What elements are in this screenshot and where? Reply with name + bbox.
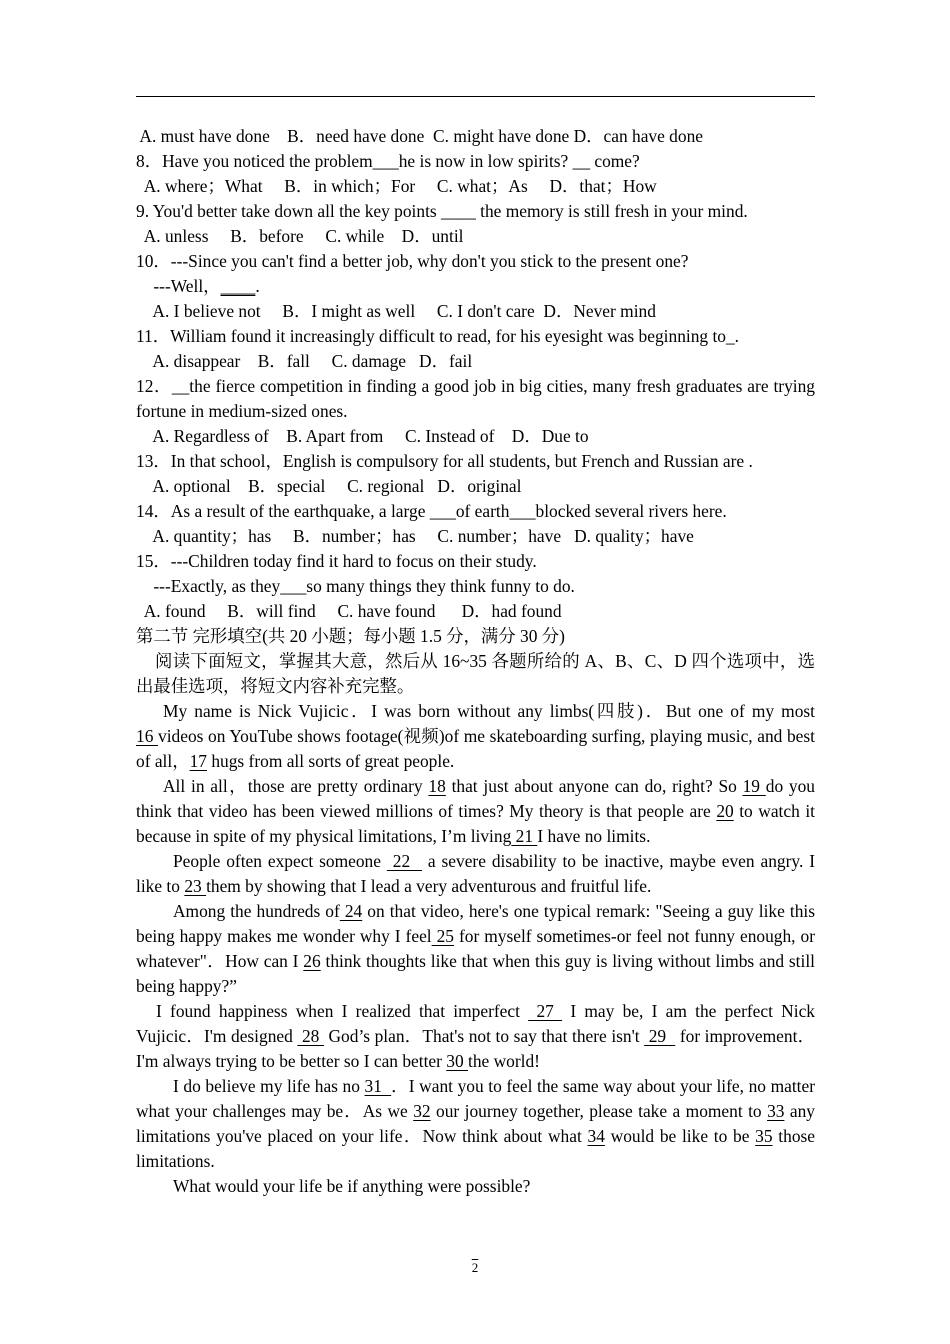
blank-17: 17 (189, 751, 207, 771)
blank-26: 26 (303, 951, 321, 971)
passage-paragraph-3 (136, 849, 815, 899)
blank-29: 29 (644, 1026, 676, 1046)
passage-paragraph-4 (136, 899, 815, 999)
q15-question: 15．---Children today find it hard to focus on their study. (136, 551, 537, 571)
q12-options: A. Regardless of B. Apart from C. Instead of D．Due to (136, 426, 589, 446)
page-number: 2 (471, 1260, 479, 1275)
section-instructions: 阅读下面短文，掌握其大意，然后从 16~35 各题所给的 A、B、C、D 四个选项中，选出最佳选项，将短文内容补充完整。 (136, 651, 815, 696)
p6-text-e: any limitations you've placed on your life．Now think about what (136, 1101, 815, 1146)
p2-text-c: that just about anyone can do, right? So (445, 776, 743, 796)
blank-32: 32 (413, 1101, 431, 1121)
q10-blank: ____ (220, 276, 256, 296)
page-footer (0, 1260, 950, 1276)
blank-18: 18 (428, 776, 446, 796)
q10-question: 10．---Since you can't find a better job, why don't you stick to the present one? (136, 251, 689, 271)
blank-21: 21 (511, 826, 538, 846)
p6-text-d: our journey together, please take a moment to (430, 1101, 768, 1121)
passage-paragraph-6 (136, 1074, 815, 1174)
q7-options: A. must have done B．need have done C. might have done D．can have done (136, 126, 703, 146)
q15-options: A. found B．will find C. have found D．had found (136, 601, 562, 621)
q11-options: A. disappear B．fall C. damage D．fail (136, 351, 473, 371)
p6-text-f: would be like to be (604, 1126, 756, 1146)
blank-19: 19 (742, 776, 766, 796)
q13-question: 13．In that school，English is compulsory for all students, but French and Russian are . (136, 451, 753, 471)
p1-text-a: My name is Nick Vujicic．I was born without any limbs(四肢)．But one of my most (163, 701, 815, 721)
p2-text-f: I have no limits. (537, 826, 651, 846)
p4-text-a: Among the hundreds of (173, 901, 340, 921)
p6-text-a: I do believe my life has no (173, 1076, 365, 1096)
q14-question: 14．As a result of the earthquake, a large ___of earth___blocked several rivers here. (136, 501, 727, 521)
blank-16: 16 (136, 726, 158, 746)
blank-34: 34 (587, 1126, 605, 1146)
q8-options: A. where；What B．in which；For C. what；As D．that；How (136, 176, 657, 196)
header-rule (136, 96, 815, 97)
q10-reply (136, 274, 815, 299)
blank-28: 28 (297, 1026, 324, 1046)
p3-text-c: a severe disability to be inactive, maybe even angry. I like to (136, 851, 815, 896)
p5-text-d: God’s plan．That's not to say that there isn't (323, 1026, 645, 1046)
passage-paragraph-5 (136, 999, 815, 1074)
q10-reply-text: ---Well， (136, 276, 221, 296)
blank-24: 24 (339, 901, 363, 921)
p5-text-f: the world! (468, 1051, 540, 1071)
p1-text-c: videos on YouTube shows footage(视频)of me skateboarding surfing, playing music, and best of all， (136, 726, 815, 771)
blank-27: 27 (528, 1001, 563, 1021)
q13-options: A. optional B．special C. regional D．original (136, 476, 522, 496)
blank-35: 35 (755, 1126, 773, 1146)
blank-22: 22 (386, 851, 422, 871)
p6-text-g: those limitations. (136, 1126, 815, 1171)
q12-question: 12．__the fierce competition in finding a good job in big cities, many fresh graduates are trying fortune in medium-sized ones. (136, 376, 815, 421)
q10-options: A. I believe not B．I might as well C. I don't care D．Never mind (136, 301, 656, 321)
p4-text-e: think thoughts like that when this guy is living without limbs and still being happy?” (136, 951, 816, 996)
blank-20: 20 (716, 801, 734, 821)
q14-options: A. quantity；has B．number；has C. number；have D. quality；have (136, 526, 694, 546)
blank-23: 23 (184, 876, 207, 896)
p5-text-c: I may be, I am the perfect Nick Vujicic．I'm designed (136, 1001, 815, 1046)
q8-question: 8．Have you noticed the problem___he is now in low spirits? __ come? (136, 151, 640, 171)
section-title: 第二节 完形填空(共 20 小题；每小题 1.5 分，满分 30 分) (136, 626, 565, 646)
p2-text-e: to watch it because in spite of my physical limitations, I’m living (136, 801, 815, 846)
p5-text-e: for improvement．I'm always trying to be better so I can better (136, 1026, 816, 1071)
p1-text-d: hugs from all sorts of great people. (207, 751, 455, 771)
q15-reply: ---Exactly, as they___so many things they think funny to do. (136, 576, 575, 596)
p2-text-d: do you think that video has been viewed millions of times? My theory is that people are (136, 776, 815, 821)
q9-question: 9. You'd better take down all the key points ____ the memory is still fresh in your mind. (136, 201, 748, 221)
passage-paragraph-1 (136, 699, 815, 774)
p6-text-c: ．I want you to feel the same way about your life, no matter what your challenges may be．As we (136, 1076, 815, 1121)
q11-question: 11．William found it increasingly difficult to read, for his eyesight was beginning to_. (136, 326, 740, 346)
document-body (136, 124, 815, 1199)
p2-text-a: All in all，those are pretty ordinary (163, 776, 429, 796)
blank-31: 31 (364, 1076, 392, 1096)
p3-text-d: them by showing that I lead a very adventurous and fruitful life. (206, 876, 652, 896)
passage-paragraph-2 (136, 774, 815, 849)
p4-text-c: on that video, here's one typical remark: "Seeing a guy like this being happy makes me wonder why I feel (136, 901, 815, 946)
p5-text-a: I found happiness when I realized that imperfect (156, 1001, 529, 1021)
q10-reply-end: . (255, 276, 260, 296)
blank-25: 25 (431, 926, 454, 946)
blank-33: 33 (767, 1101, 785, 1121)
p4-text-d: for myself sometimes-or feel not funny enough, or whatever"．How can I (136, 926, 815, 971)
p3-text-a: People often expect someone (173, 851, 387, 871)
q9-options: A. unless B．before C. while D．until (136, 226, 464, 246)
blank-30: 30 (446, 1051, 469, 1071)
passage-closing: What would your life be if anything were possible? (173, 1176, 531, 1196)
